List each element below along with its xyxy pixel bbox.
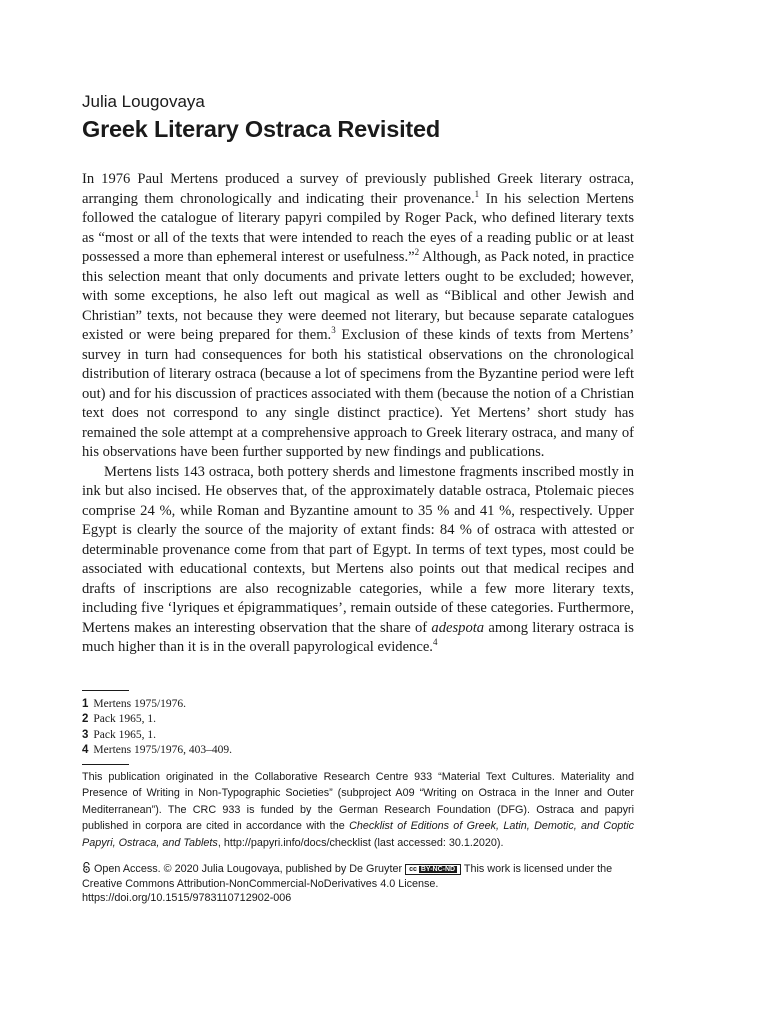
paragraph-2-italic: adespota bbox=[431, 619, 485, 636]
license-block bbox=[82, 862, 634, 905]
footnote-divider bbox=[82, 690, 129, 691]
article-title: Greek Literary Ostraca Revisited bbox=[82, 116, 441, 142]
paragraph-2-text-a: Mertens lists 143 ostraca, both pottery sherds and limestone fragments inscribed mostly in ink but also incised. He observes that, of the approximately datable ostraca, Ptolemaic pieces comprise 24 %, while Roman and Byzantine amount to 35 % and 41 %, respectively. Upper Egypt is clearly the source of the majority of extant finds: 84 % of ostraca with attested or determinable provenance come from that part of Egypt. In terms of text types, most could be associated with educational contexts, but Mertens also points out that medical recipes and drafts of inscriptions are also recognizable categories, while a few more literary texts, including five ‘lyriques et épigrammatiques’, remain outside of these categories. Furthermore, Mertens makes an interesting observation that the share of bbox=[82, 463, 634, 636]
footnote-ref-2[interactable]: 2 bbox=[414, 247, 420, 258]
footnote-ref-3[interactable]: 3 bbox=[331, 325, 336, 336]
license-copyright: Open Access. © 2020 Julia Lougovaya, published by De Gruyter bbox=[94, 863, 403, 876]
open-access-icon bbox=[82, 862, 91, 873]
footnote-4 bbox=[82, 743, 634, 759]
footnote-4-text: Mertens 1975/1976, 403–409. bbox=[93, 744, 233, 756]
cc-logo-text: cc bbox=[409, 866, 417, 874]
footnote-2 bbox=[82, 712, 634, 728]
page bbox=[82, 92, 634, 906]
footnote-2-number: 2 bbox=[82, 713, 89, 725]
publication-note bbox=[82, 769, 634, 852]
publication-note-text-b[interactable]: , http://papyri.info/docs/checklist (last accessed: 30.1.2020). bbox=[217, 836, 504, 849]
article-body bbox=[82, 170, 634, 658]
footnote-4-number: 4 bbox=[82, 744, 89, 756]
footnote-3 bbox=[82, 728, 634, 744]
footnote-3-number: 3 bbox=[82, 728, 89, 741]
checklist-title: Checklist of Editions of Greek, Latin, Demotic, and Coptic Papyri, Ostraca, and Tablets bbox=[82, 820, 635, 849]
paragraph-1 bbox=[82, 170, 634, 463]
cc-license-type: BY-NC-ND bbox=[420, 866, 456, 874]
paragraph-1-text-b: In his selection Mertens followed the catalogue of literary papyri compiled by Roger Pack, who defined literary texts as “most or all of the texts that were intended to reach the eyes of a reading public or at least possessed a more than ephemeral interest or usefulness.” bbox=[82, 190, 634, 265]
footnote-ref-1[interactable]: 1 bbox=[474, 188, 480, 199]
doi-link[interactable]: https://doi.org/10.1515/9783110712902-006 bbox=[82, 892, 292, 905]
footnote-ref-4[interactable]: 4 bbox=[432, 637, 438, 648]
author-name: Julia Lougovaya bbox=[82, 92, 205, 111]
paragraph-2-text-b: among literary ostraca is much higher than it is in the overall papyrological evidence. bbox=[82, 619, 634, 655]
footnote-1-number: 1 bbox=[82, 697, 89, 710]
footnote-3-text: Pack 1965, 1. bbox=[93, 728, 157, 741]
paragraph-1-text-d: Exclusion of these kinds of texts from Mertens’ survey in turn had consequences for both his statistical observations on the chronological distribution of literary ostraca (because a lot of specimens from the Byzantine period were left out) and for his discussion of practices associated with them (because the notion of a Christian text does not correspond to any single distinct practice). Yet Mertens’ short study has remained the sole attempt at a comprehensive approach to Greek literary ostraca, and many of his observations have been further supported by new findings and publications. bbox=[82, 327, 634, 460]
footnote-2-text: Pack 1965, 1. bbox=[93, 713, 157, 725]
footnote-1-text: Mertens 1975/1976. bbox=[93, 697, 187, 710]
paragraph-2 bbox=[82, 463, 634, 658]
publication-note-text-a: This publication originated in the Collaborative Research Centre 933 “Material Text Cultures. Materiality and Presence of Writing in Non-Typographic Societies” (subproject A09 “Writing on Ostraca in the Inner and Outer Mediterranean”). The CRC 933 is funded by the German Research Foundation (DFG). Ostraca and papyri published in corpora are cited in accordance with the bbox=[82, 770, 634, 833]
cc-license-badge[interactable] bbox=[405, 864, 461, 875]
paragraph-1-text-c: Although, as Pack noted, in practice this selection meant that only documents and private letters ought to be excluded; however, with some exceptions, he also left out magical as well as “Biblical and other Jewish and Christian” texts, not because they were deemed not literary, but because separate catalogues existed or were being prepared for them. bbox=[82, 249, 634, 343]
note-divider bbox=[82, 764, 129, 765]
paragraph-1-text-a: In 1976 Paul Mertens produced a survey of previously published Greek literary ostraca, arranging them chronologically and indicating their provenance. bbox=[82, 171, 634, 207]
footnote-1 bbox=[82, 697, 634, 713]
license-statement: This work is licensed under the Creative Commons Attribution-NonCommercial-NoDerivatives 4.0 License. bbox=[82, 863, 613, 890]
